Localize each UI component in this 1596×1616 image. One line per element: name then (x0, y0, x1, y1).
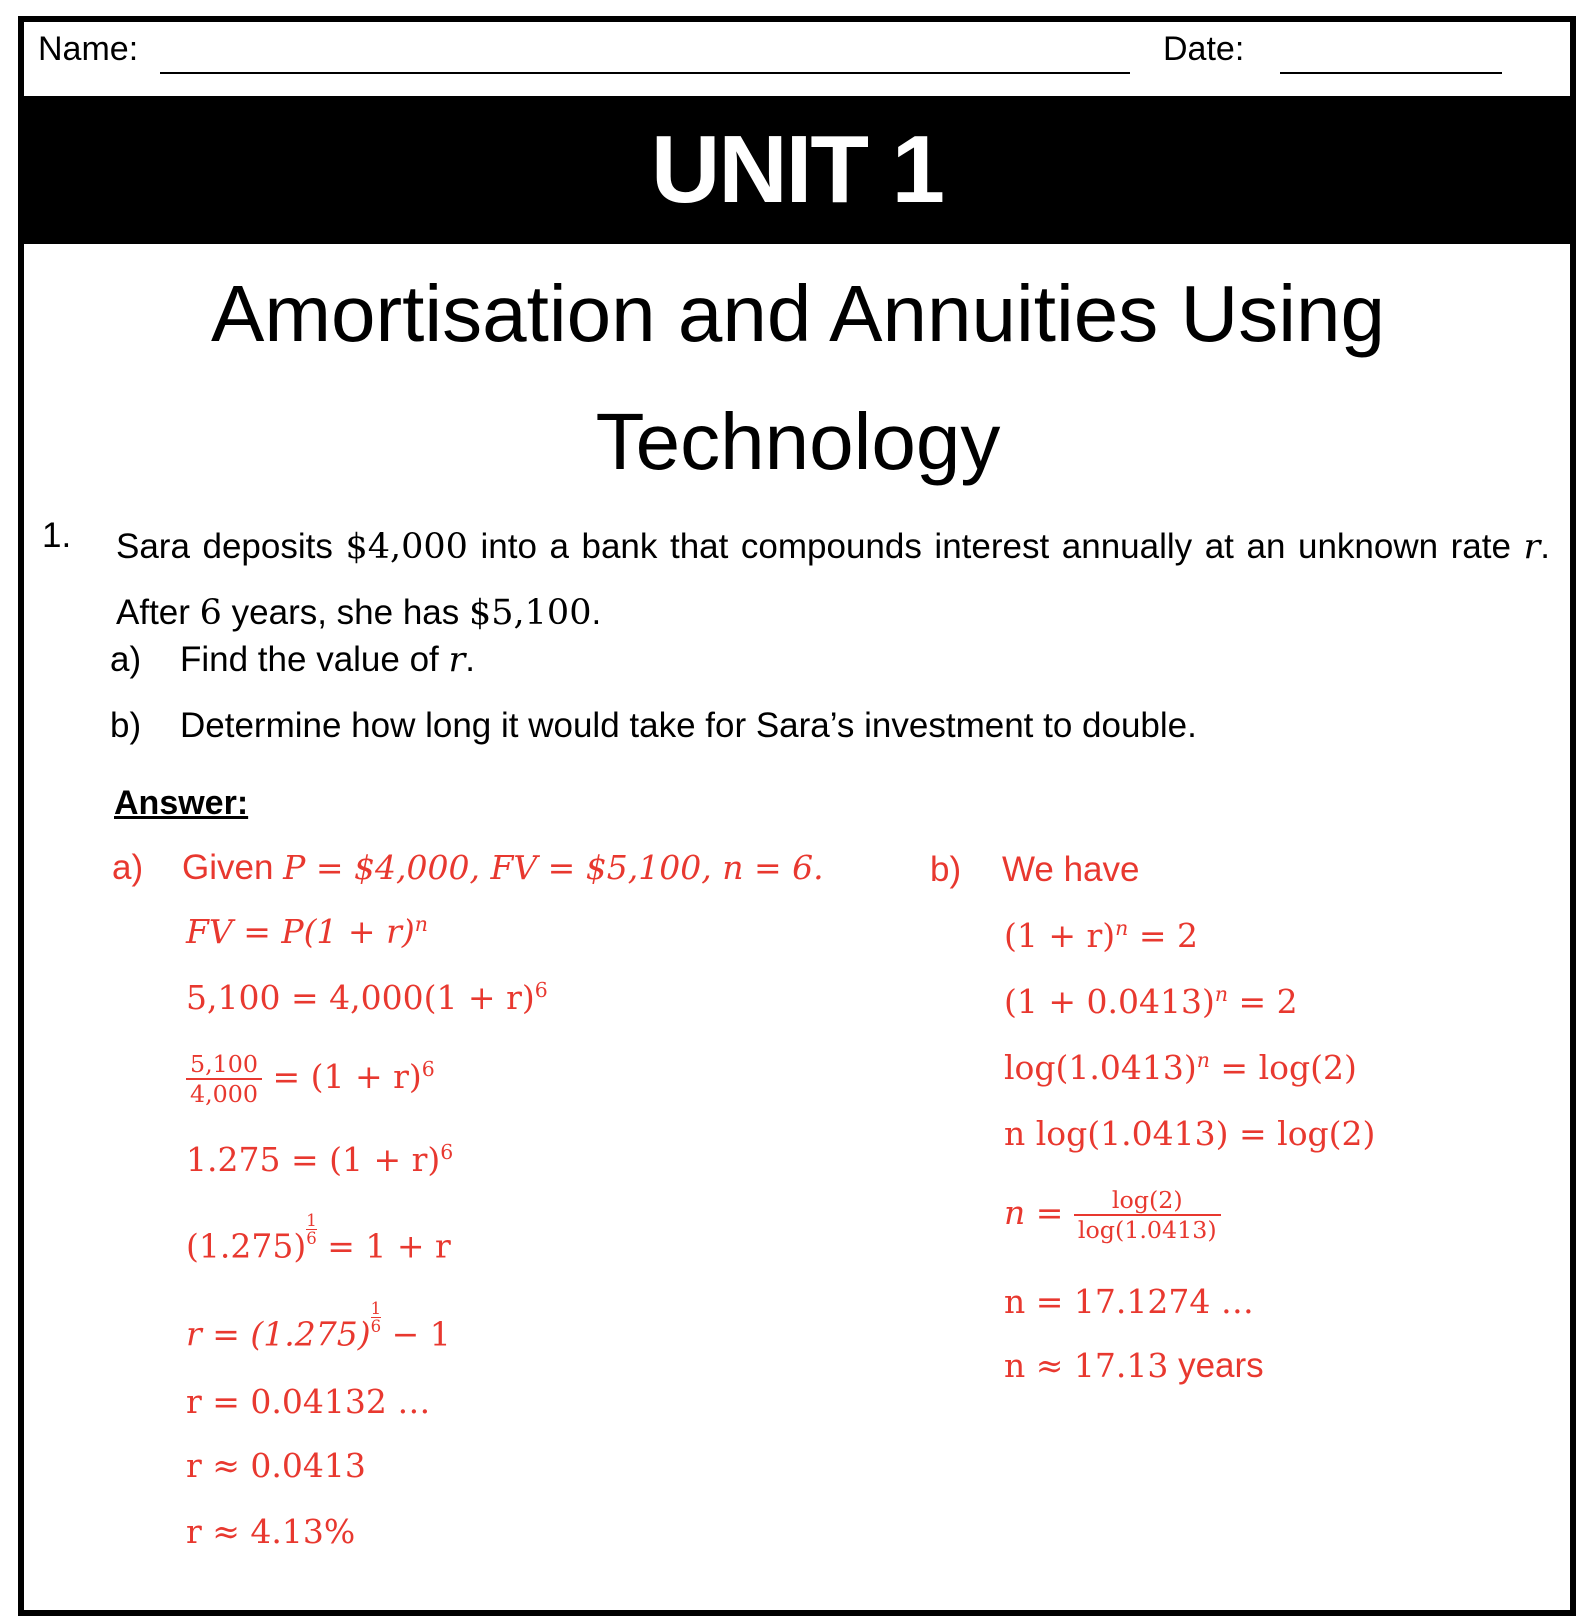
question-number: 1. (42, 516, 72, 555)
fraction: $\frac{\log(2)}{\log(1.0413)}$ (1074, 1186, 1221, 1244)
a-step-8: r ≈ 0.0413 (186, 1446, 366, 1485)
b-step-2: $(1 + 0.0413)^n = 2$ (1004, 982, 1298, 1021)
answer-b-intro: We have (1002, 850, 1140, 889)
name-input-line[interactable] (160, 72, 1130, 74)
a-step-1: FV = $P(1 + r)^n$ (186, 912, 428, 951)
a-step-2: $5,100 = 4,000(1 + r)^6$ (186, 978, 548, 1017)
date-input-line[interactable] (1280, 72, 1502, 74)
page-title (40, 250, 1556, 506)
a-step-9: r ≈ 4.13% (186, 1512, 356, 1551)
page-title-line-2: Technology (595, 397, 1001, 486)
b-step-1: $(1 + r)^n = 2$ (1004, 916, 1198, 955)
unit-banner (18, 96, 1576, 244)
b-step-6: n = 17.1274 … (1004, 1282, 1254, 1321)
a-step-4: $1.275 = (1 + r)^6$ (186, 1140, 454, 1179)
b-step-3: $\log(1.0413)^n = \log(2)$ (1004, 1048, 1357, 1087)
answer-a-label: a) (112, 848, 144, 887)
question-text: Sara deposits $4,000 into a bank that compounds interest annually at an unknown rate r. After 6 years, she has $5,100. (116, 527, 1550, 633)
a-step-5: (1.275) $\frac{1}{6}$ = 1 + r (186, 1211, 451, 1266)
answer-b-label: b) (930, 850, 962, 889)
part-a-label: a) (110, 640, 142, 679)
a-step-6: r = (1.275) $\frac{1}{6}$ − 1 (186, 1299, 451, 1354)
page-title-line-1: Amortisation and Annuities Using (211, 269, 1385, 358)
name-label: Name: (38, 30, 139, 68)
fraction: $\frac{5,100}{4,000}$ (186, 1050, 262, 1108)
date-label: Date: (1163, 30, 1245, 68)
a-step-3: $\frac{5,100}{4,000}$ = $(1 + r)^6$ (186, 1050, 435, 1108)
b-step-4: n log(1.0413) = log(2) (1004, 1114, 1376, 1153)
b-step-5: n = $\frac{\log(2)}{\log(1.0413)}$ (1004, 1186, 1221, 1244)
part-b-text: Determine how long it would take for Sara’s investment to double. (180, 706, 1197, 745)
header-row (38, 28, 1508, 78)
answer-heading: Answer: (114, 784, 249, 822)
a-step-7: r = 0.04132 … (186, 1382, 431, 1421)
answer-a-given: Given P = $4,000, FV = $5,100, n = 6. (182, 848, 824, 887)
part-a-text: Find the value of r. (180, 640, 475, 680)
unit-title: UNIT 1 (650, 116, 944, 223)
part-b-label: b) (110, 706, 142, 745)
b-step-7: n ≈ 17.13 years (1004, 1346, 1264, 1385)
